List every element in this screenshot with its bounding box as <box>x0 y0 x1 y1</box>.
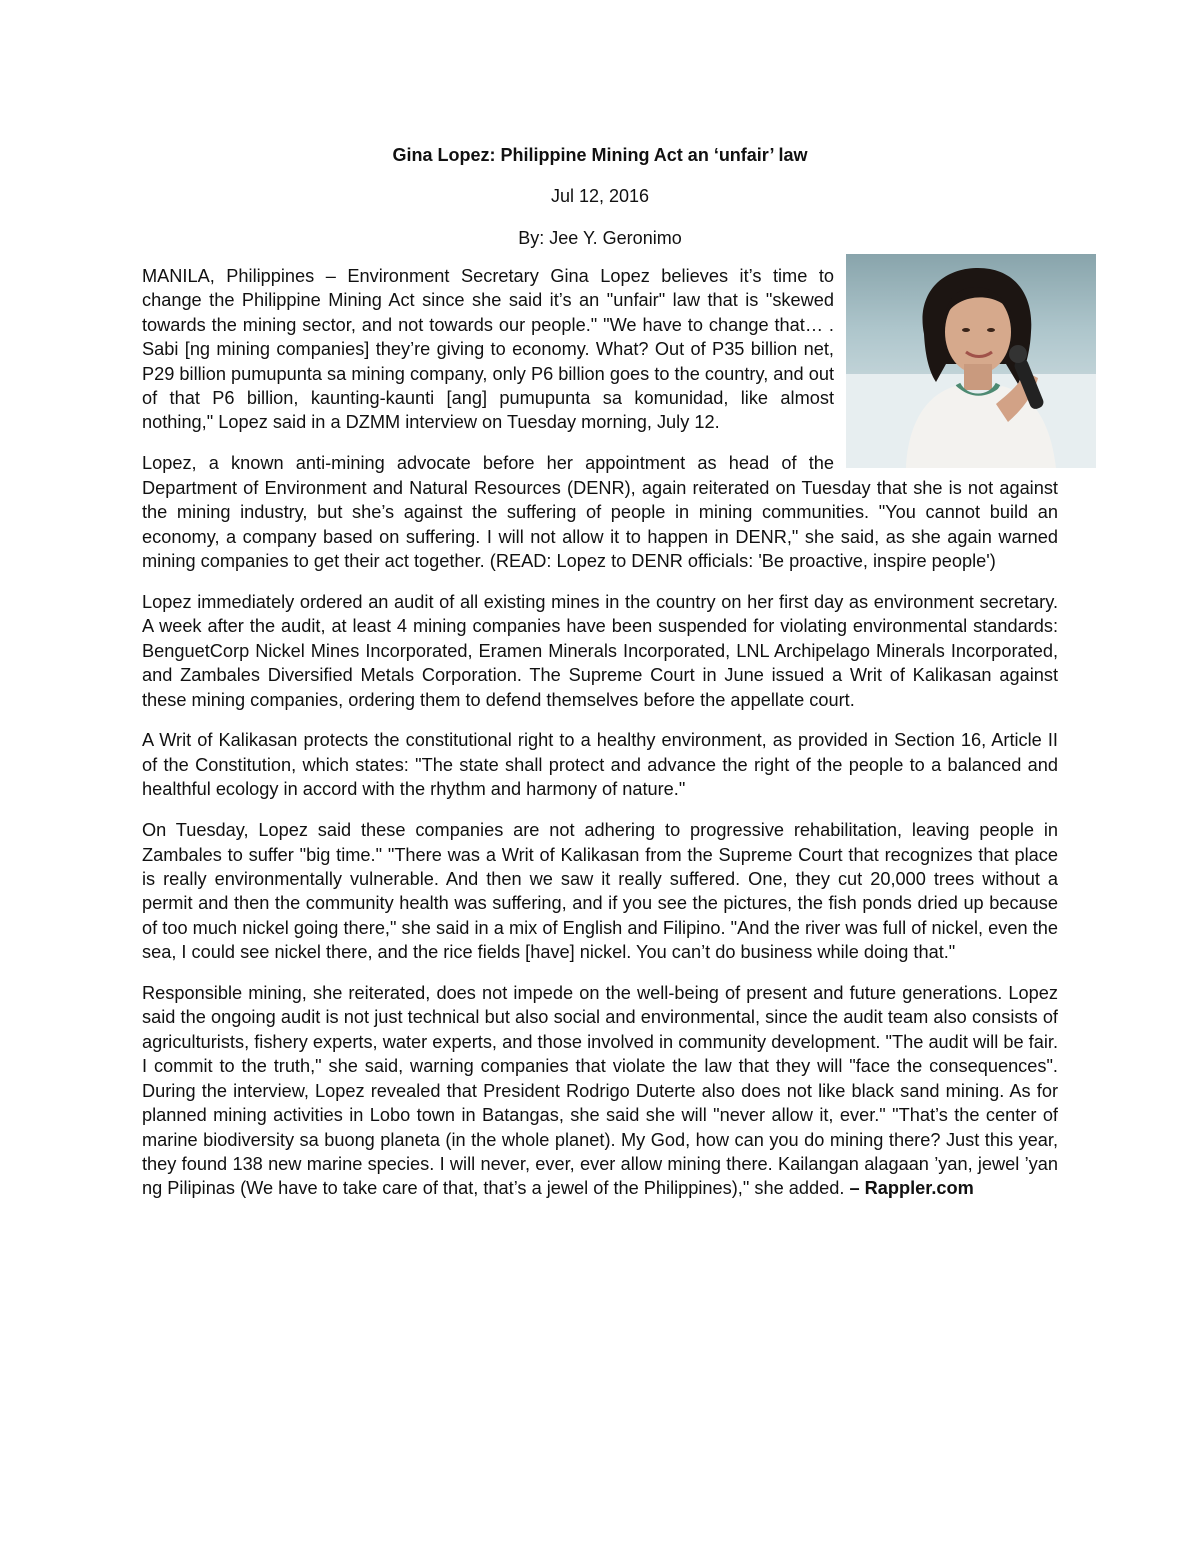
article-byline: By: Jee Y. Geronimo <box>518 228 682 248</box>
paragraph-audit: Lopez immediately ordered an audit of all existing mines in the country on her first day as environment secretary. A week after the audit, at least 4 mining companies have been suspended for violating environmental standards: BenguetCorp Nickel Mines Incorporated, Eramen Minerals Incorporated, LNL Archipelago Minerals Incorporated, and Zambales Diversified Metals Corporation. The Supreme Court in June issued a Writ of Kalikasan against these mining companies, ordering them to defend themselves before the appellate court. <box>142 591 1058 710</box>
paragraph-anti-mining: Lopez, a known anti-mining advocate before her appointment as head of the Department of Environment and Natural Resources (DENR), again reiterated on Tuesday that she is not against the mining industry, but she’s against the suffering of people in mining communities. "You cannot build an economy, a company based on suffering. I will not allow it to happen in DENR," she said, as she again warned mining companies to get their act together. (READ: Lopez to DENR officials: 'Be proactive, inspire people') <box>142 453 1058 571</box>
article-title: Gina Lopez: Philippine Mining Act an ‘unfair’ law <box>392 145 808 165</box>
source-credit: – Rappler.com <box>849 1178 974 1199</box>
portrait-photo <box>846 254 1096 468</box>
article-date: Jul 12, 2016 <box>550 186 650 206</box>
article-body <box>142 264 1058 1217</box>
paragraph-zambales: On Tuesday, Lopez said these companies are not adhering to progressive rehabilitation, leaving people in Zambales to suffer "big time." "There was a Writ of Kalikasan from the Supreme Court that recognizes that place is really environmentally vulnerable. And then we saw it really suffered. One, they cut 20,000 trees without a permit and then the community health was suffering, and if you see the pictures, the fish ponds dried up because of too much nickel going there," she said in a mix of English and Filipino. "And the river was full of nickel, even the sea, I could see nickel there, and the rice fields [have] nickel. You can’t do business while doing that." <box>142 820 1058 963</box>
paragraph-responsible-mining-text: Responsible mining, she reiterated, does not impede on the well-being of present and future generations. Lopez said the ongoing audit is not just technical but also social and environmental, since the audit team also consists of agriculturists, fishery experts, water experts, and those involved in community development. "The audit will be fair. I commit to the truth," she said, warning companies that violate the law that they will "face the consequences". During the interview, Lopez revealed that President Rodrigo Duterte also does not like black sand mining. As for planned mining activities in Lobo town in Batangas, she said she will "never allow it, ever." "That’s the center of marine biodiversity sa buong planeta (in the whole planet). My God, how can you do mining there? Just this year, they found 138 new marine species. I will never, ever, ever allow mining there. Kailangan alagaan ’yan, jewel ’yan ng Pilipinas (We have to take care of that, that’s a jewel of the Philippines)," she added. <box>142 983 1058 1199</box>
article-header <box>142 143 1058 250</box>
paragraph-writ: A Writ of Kalikasan protects the constitutional right to a healthy environment, as provided in Section 16, Article II of the Constitution, which states: "The state shall protect and advance the right of the people to a balanced and healthful ecology in accord with the rhythm and harmony of nature." <box>142 730 1058 800</box>
paragraph-responsible-mining <box>142 981 1058 1201</box>
paragraph-intro: MANILA, Philippines – Environment Secretary Gina Lopez believes it’s time to change the Philippine Mining Act since she said it’s an "unfair" law that is "skewed towards the mining sector, and not towards our people." "We have to change that… . Sabi [ng mining companies] they’re giving to economy. What? Out of P35 billion net, P29 billion pumupunta sa mining company, only P6 billion goes to the country, and out of that P6 billion, kaunting-kaunti [ang] pumupunta sa komunidad, like almost nothing," Lopez said in a DZMM interview on Tuesday morning, July 12. <box>142 266 834 433</box>
